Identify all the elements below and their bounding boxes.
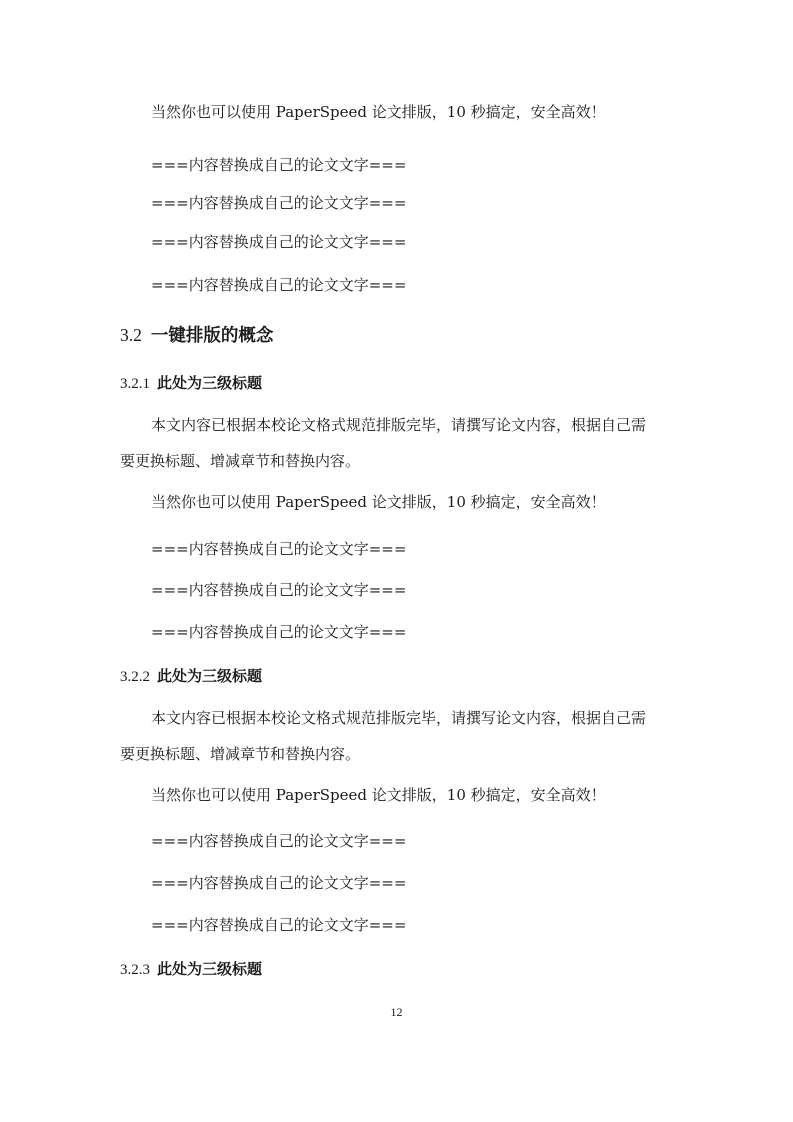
body-paragraph: ===内容替换成自己的论文文字=== [151, 581, 407, 599]
body-paragraph: ===内容替换成自己的论文文字=== [151, 916, 407, 934]
subsection-heading-3-2-1 [120, 373, 262, 394]
body-paragraph: ===内容替换成自己的论文文字=== [151, 540, 407, 558]
subsection-number: 3.2.3 [120, 962, 150, 978]
body-paragraph: ===内容替换成自己的论文文字=== [151, 832, 407, 850]
subsection-heading-3-2-2 [120, 666, 262, 687]
section-heading-3-2 [120, 323, 273, 348]
subsection-number: 3.2.2 [120, 669, 150, 685]
subsection-heading-3-2-3 [120, 959, 262, 980]
subsection-title: 此处为三级标题 [157, 667, 263, 685]
body-paragraph: ===内容替换成自己的论文文字=== [151, 623, 407, 641]
body-paragraph: ===内容替换成自己的论文文字=== [151, 276, 407, 294]
body-paragraph: 本文内容已根据本校论文格式规范排版完毕，请撰写论文内容，根据自己需 [151, 416, 647, 434]
body-paragraph: 当然你也可以使用 PaperSpeed 论文排版，10 秒搞定，安全高效！ [151, 786, 606, 804]
body-paragraph: ===内容替换成自己的论文文字=== [151, 194, 407, 212]
body-paragraph: 当然你也可以使用 PaperSpeed 论文排版，10 秒搞定，安全高效！ [151, 493, 606, 511]
subsection-title: 此处为三级标题 [157, 960, 263, 978]
page-number: 12 [390, 1005, 403, 1019]
subsection-title: 此处为三级标题 [157, 374, 263, 392]
body-paragraph: ===内容替换成自己的论文文字=== [151, 233, 407, 251]
subsection-number: 3.2.1 [120, 376, 150, 392]
body-paragraph-continuation: 要更换标题、增减章节和替换内容。 [120, 745, 361, 763]
section-number: 3.2 [120, 325, 142, 345]
section-title: 一键排版的概念 [150, 326, 274, 346]
body-paragraph: 当然你也可以使用 PaperSpeed 论文排版，10 秒搞定，安全高效！ [151, 103, 606, 121]
body-paragraph: ===内容替换成自己的论文文字=== [151, 874, 407, 892]
body-paragraph: ===内容替换成自己的论文文字=== [151, 156, 407, 174]
body-paragraph-continuation: 要更换标题、增减章节和替换内容。 [120, 452, 361, 470]
body-paragraph: 本文内容已根据本校论文格式规范排版完毕，请撰写论文内容，根据自己需 [151, 709, 647, 727]
